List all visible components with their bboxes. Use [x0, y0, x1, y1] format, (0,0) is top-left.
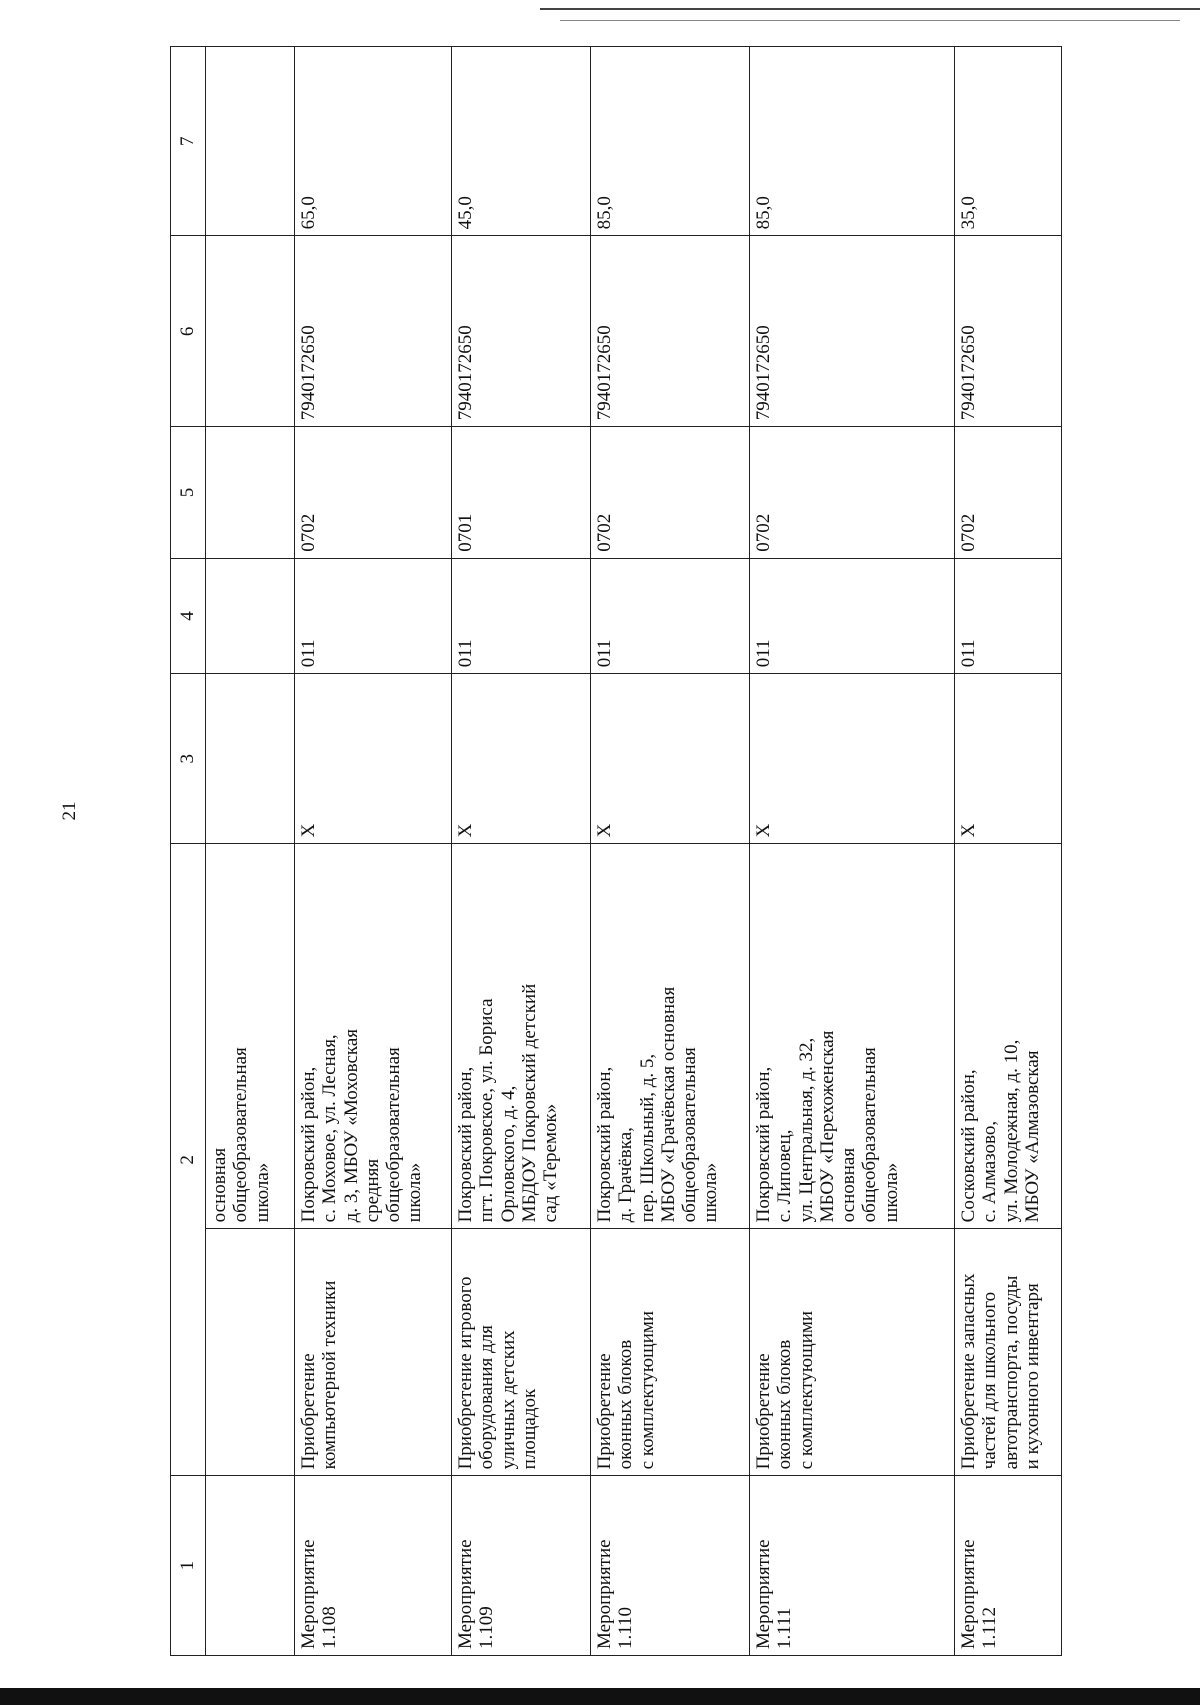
table-row: [955, 47, 1062, 1656]
rotated-table-wrapper: [170, 46, 1090, 1656]
col3-cell: X: [955, 674, 1062, 844]
bottom-scan-bar: [0, 1688, 1200, 1705]
col4-cell: 011: [955, 558, 1062, 674]
col5-cell: 0702: [591, 427, 750, 559]
col3-cell: X: [295, 674, 452, 844]
location-cell: Сосковский район, с. Алмазово, ул. Молодежная, д. 10, МБОУ «Алмазовская: [955, 844, 1062, 1229]
header-cell-1: 1: [171, 1476, 206, 1656]
col5-cell: 0702: [955, 427, 1062, 559]
header-row: [171, 47, 206, 1656]
table-row: [591, 47, 750, 1656]
measure-name-cell: Приобретение оконных блоков с комплектующими: [750, 1229, 955, 1476]
measure-name-cell: Приобретение компьютерной техники: [295, 1229, 452, 1476]
col5-cell: 0702: [750, 427, 955, 559]
col4-cell: 011: [295, 558, 452, 674]
table-row: [750, 47, 955, 1656]
header-cell-5: 5: [171, 427, 206, 559]
col3-cell: X: [452, 674, 591, 844]
col5-cell: 0702: [295, 427, 452, 559]
location-cell: Покровский район, с. Липовец, ул. Центральная, д. 32, МБОУ «Перехоженская основная общеобразовательная школа»: [750, 844, 955, 1229]
top-scan-rule: [540, 8, 1200, 10]
table-row: [452, 47, 591, 1656]
header-cell-6: 6: [171, 236, 206, 427]
amount-cell: 65,0: [295, 47, 452, 236]
col5-cell: 0701: [452, 427, 591, 559]
col4-cell: 011: [591, 558, 750, 674]
header-cell-4: 4: [171, 558, 206, 674]
cont-cell-location: основная общеобразовательная школа»: [206, 844, 295, 1229]
measure-name-cell: Приобретение оконных блоков с комплектующими: [591, 1229, 750, 1476]
measure-id-cell: Мероприятие 1.110: [591, 1476, 750, 1656]
cont-cell-5: [206, 427, 295, 559]
measure-id-cell: Мероприятие 1.108: [295, 1476, 452, 1656]
cont-cell-3: [206, 674, 295, 844]
page-number: 21: [59, 801, 80, 821]
budget-measures-table: [170, 46, 1062, 1656]
measure-name-cell: Приобретение игрового оборудования для уличных детских площадок: [452, 1229, 591, 1476]
header-cell-3: 3: [171, 674, 206, 844]
table-row: [295, 47, 452, 1656]
col4-cell: 011: [452, 558, 591, 674]
cont-cell-6: [206, 236, 295, 427]
col3-cell: X: [591, 674, 750, 844]
amount-cell: 85,0: [591, 47, 750, 236]
col3-cell: X: [750, 674, 955, 844]
amount-cell: 85,0: [750, 47, 955, 236]
cont-cell-7: [206, 47, 295, 236]
measure-id-cell: Мероприятие 1.111: [750, 1476, 955, 1656]
amount-cell: 35,0: [955, 47, 1062, 236]
measure-id-cell: Мероприятие 1.112: [955, 1476, 1062, 1656]
col6-cell: 7940172650: [452, 236, 591, 427]
header-cell-2: 2: [171, 844, 206, 1476]
col6-cell: 7940172650: [295, 236, 452, 427]
cont-cell-4: [206, 558, 295, 674]
col6-cell: 7940172650: [591, 236, 750, 427]
cont-cell-name: [206, 1229, 295, 1476]
header-cell-7: 7: [171, 47, 206, 236]
measure-id-cell: Мероприятие 1.109: [452, 1476, 591, 1656]
amount-cell: 45,0: [452, 47, 591, 236]
col6-cell: 7940172650: [750, 236, 955, 427]
col4-cell: 011: [750, 558, 955, 674]
col6-cell: 7940172650: [955, 236, 1062, 427]
location-cell: Покровский район, пгт. Покровское, ул. Бориса Орловского, д. 4, МБДОУ Покровский детский сад «Теремок»: [452, 844, 591, 1229]
cont-cell-id: [206, 1476, 295, 1656]
top-scan-rule-secondary: [560, 20, 1180, 21]
location-cell: Покровский район, с. Моховое, ул. Лесная, д. 3, МБОУ «Моховская средняя общеобразовательная школа»: [295, 844, 452, 1229]
measure-name-cell: Приобретение запасных частей для школьного автотранспорта, посуды и кухонного инвентаря: [955, 1229, 1062, 1476]
continuation-row: [206, 47, 295, 1656]
location-cell: Покровский район, д. Грачёвка, пер. Школьный, д. 5, МБОУ «Грачёвская основная общеобразовательная школа»: [591, 844, 750, 1229]
